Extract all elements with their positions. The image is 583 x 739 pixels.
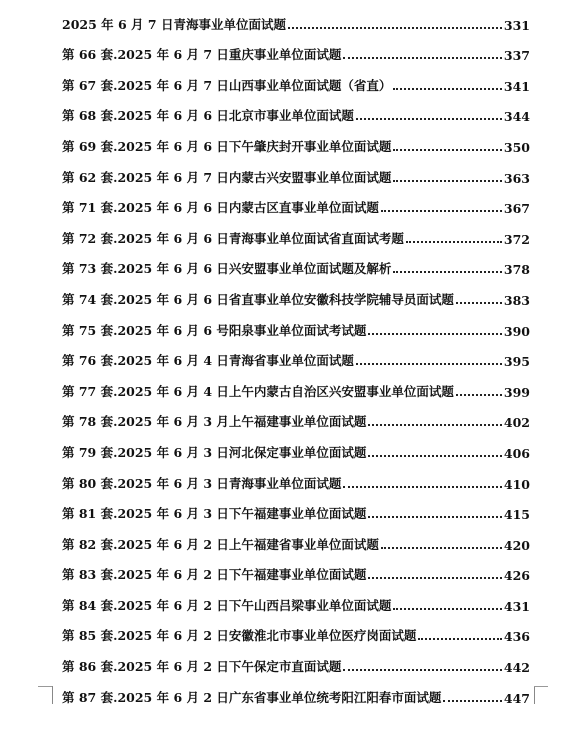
toc-entry[interactable] (62, 67, 530, 98)
toc-dot-leader (393, 180, 502, 182)
toc-dot-leader (343, 486, 502, 488)
toc-entry[interactable] (62, 679, 530, 710)
toc-dot-leader (406, 241, 502, 243)
toc-entry-page-number: 383 (503, 292, 530, 308)
toc-entry-title: 第 83 套.2025 年 6 月 2 日下午福建事业单位面试题 (62, 567, 367, 583)
toc-entry-page-number: 372 (503, 231, 530, 247)
toc-dot-leader (456, 302, 502, 304)
toc-entry-title: 第 77 套.2025 年 6 月 4 日上午内蒙古自治区兴安盟事业单位面试题 (62, 383, 454, 399)
toc-entry-title: 第 87 套.2025 年 6 月 2 日广东省事业单位统考阳江阳春市面试题 (62, 689, 442, 705)
toc-entry-page-number: 410 (503, 476, 530, 492)
toc-entry[interactable] (62, 220, 530, 251)
toc-entry-page-number: 331 (503, 17, 530, 33)
toc-dot-leader (368, 333, 502, 335)
toc-entry-page-number: 442 (503, 660, 530, 676)
toc-entry[interactable] (62, 373, 530, 404)
toc-dot-leader (381, 210, 502, 212)
toc-dot-leader (368, 577, 502, 579)
toc-entry-title: 2025 年 6 月 7 日青海事业单位面试题 (62, 16, 286, 32)
toc-entry-title: 第 79 套.2025 年 6 月 3 日河北保定事业单位面试题 (62, 444, 367, 460)
toc-entry[interactable] (62, 281, 530, 312)
toc-entry-page-number: 420 (503, 537, 530, 553)
toc-entry-page-number: 395 (503, 354, 530, 370)
toc-entry-page-number: 431 (503, 598, 530, 614)
toc-entry-title: 第 72 套.2025 年 6 月 6 日青海事业单位面试省直面试考题 (62, 230, 404, 246)
page-corner-mark-right (534, 686, 549, 704)
toc-entry-page-number: 350 (503, 139, 530, 155)
toc-entry[interactable] (62, 312, 530, 343)
toc-dot-leader (343, 57, 502, 59)
toc-entry[interactable] (62, 404, 530, 435)
toc-entry[interactable] (62, 587, 530, 618)
toc-entry[interactable] (62, 190, 530, 221)
toc-entry-title: 第 75 套.2025 年 6 月 6 号阳泉事业单位面试考试题 (62, 322, 367, 338)
toc-entry-title: 第 78 套.2025 年 6 月 3 月上午福建事业单位面试题 (62, 414, 367, 430)
toc-entry-title: 第 68 套.2025 年 6 月 6 日北京市事业单位面试题 (62, 108, 354, 124)
toc-entry[interactable] (62, 128, 530, 159)
toc-entry-page-number: 344 (503, 109, 530, 125)
toc-dot-leader (356, 363, 502, 365)
toc-dot-leader (418, 638, 502, 640)
toc-entry-title: 第 66 套.2025 年 6 月 7 日重庆事业单位面试题 (62, 47, 342, 63)
toc-entry-title: 第 82 套.2025 年 6 月 2 日上午福建省事业单位面试题 (62, 536, 379, 552)
toc-entry-page-number: 447 (503, 690, 530, 706)
toc-dot-leader (288, 27, 502, 29)
toc-entry-title: 第 80 套.2025 年 6 月 3 日青海事业单位面试题 (62, 475, 342, 491)
toc-entry-page-number: 341 (503, 78, 530, 94)
toc-entry-title: 第 69 套.2025 年 6 月 6 日下午肇庆封开事业单位面试题 (62, 138, 392, 154)
page-corner-mark-right-horizontal (534, 686, 548, 687)
toc-entry-page-number: 415 (503, 507, 530, 523)
toc-entry-page-number: 390 (503, 323, 530, 339)
toc-entry-title: 第 76 套.2025 年 6 月 4 日青海省事业单位面试题 (62, 353, 354, 369)
page-corner-mark-left-horizontal (38, 686, 52, 687)
toc-entry[interactable] (62, 465, 530, 496)
toc-dot-leader (393, 88, 502, 90)
toc-entry-title: 第 84 套.2025 年 6 月 2 日下午山西吕梁事业单位面试题 (62, 597, 392, 613)
toc-entry[interactable] (62, 37, 530, 68)
toc-entry[interactable] (62, 343, 530, 374)
toc-dot-leader (393, 271, 502, 273)
toc-entry-page-number: 367 (503, 201, 530, 217)
toc-entry[interactable] (62, 98, 530, 129)
toc-dot-leader (368, 516, 502, 518)
toc-entry[interactable] (62, 6, 530, 37)
toc-dot-leader (368, 424, 502, 426)
toc-dot-leader (356, 118, 502, 120)
toc-entry[interactable] (62, 159, 530, 190)
toc-dot-leader (393, 149, 502, 151)
toc-entry-title: 第 71 套.2025 年 6 月 6 日内蒙古区直事业单位面试题 (62, 200, 379, 216)
toc-entry-page-number: 363 (503, 170, 530, 186)
toc-entry-title: 第 85 套.2025 年 6 月 2 日安徽淮北市事业单位医疗岗面试题 (62, 628, 417, 644)
toc-entry-title: 第 86 套.2025 年 6 月 2 日下午保定市直面试题 (62, 659, 342, 675)
toc-entry[interactable] (62, 434, 530, 465)
toc-dot-leader (381, 547, 502, 549)
page-corner-mark-left (38, 686, 53, 704)
toc-entry[interactable] (62, 648, 530, 679)
toc-entry-page-number: 399 (503, 384, 530, 400)
toc-dot-leader (368, 455, 502, 457)
toc-entry-title: 第 73 套.2025 年 6 月 6 日兴安盟事业单位面试题及解析 (62, 261, 392, 277)
toc-entry-title: 第 67 套.2025 年 6 月 7 日山西事业单位面试题（省直） (62, 77, 392, 93)
toc-entry-title: 第 74 套.2025 年 6 月 6 日省直事业单位安徽科技学院辅导员面试题 (62, 291, 454, 307)
toc-dot-leader (443, 700, 502, 702)
toc-entry-title: 第 81 套.2025 年 6 月 3 日下午福建事业单位面试题 (62, 506, 367, 522)
toc-entry-title: 第 62 套.2025 年 6 月 7 日内蒙古兴安盟事业单位面试题 (62, 169, 392, 185)
toc-dot-leader (393, 608, 502, 610)
table-of-contents (62, 6, 530, 710)
toc-entry[interactable] (62, 526, 530, 557)
toc-dot-leader (456, 394, 502, 396)
toc-dot-leader (343, 669, 502, 671)
toc-entry-page-number: 436 (503, 629, 530, 645)
toc-entry-page-number: 378 (503, 262, 530, 278)
toc-entry-page-number: 337 (503, 48, 530, 64)
toc-entry-page-number: 402 (503, 415, 530, 431)
toc-entry[interactable] (62, 557, 530, 588)
toc-entry[interactable] (62, 496, 530, 527)
toc-entry[interactable] (62, 251, 530, 282)
toc-entry-page-number: 426 (503, 568, 530, 584)
toc-entry-page-number: 406 (503, 445, 530, 461)
toc-entry[interactable] (62, 618, 530, 649)
